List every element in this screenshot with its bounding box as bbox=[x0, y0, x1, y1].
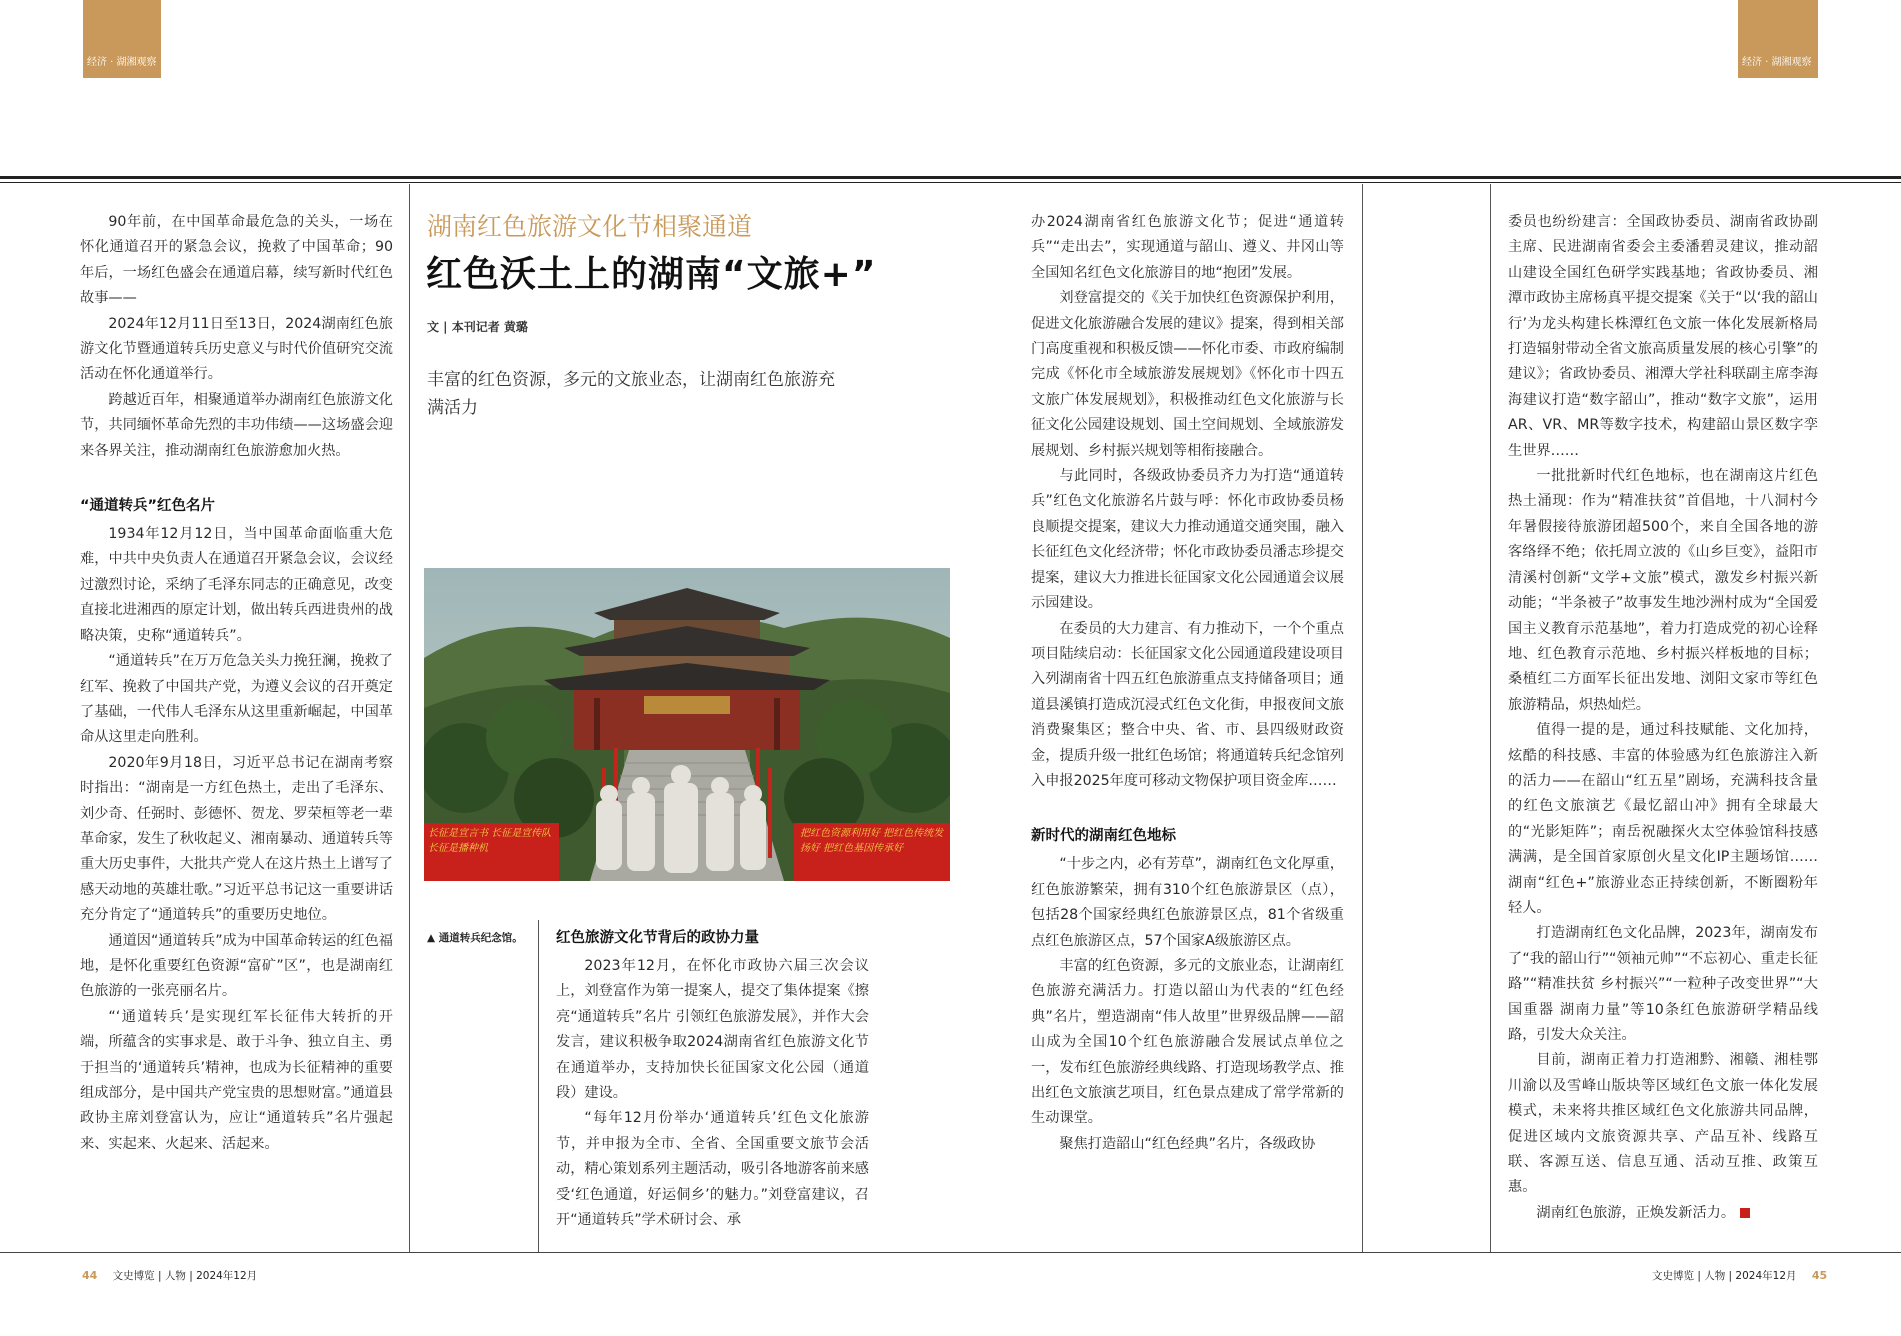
photo-caption: ▲ 通道转兵纪念馆。 bbox=[427, 932, 523, 944]
article-column-3 bbox=[1031, 210, 1344, 1157]
paragraph: 委员也纷纷建言：全国政协委员、湖南省政协副主席、民进湖南省委会主委潘碧灵建议，推动韶山建设全国红色研学实践基地；省政协委员、湘潭市政协主席杨真平提交提案《关于“以‘我的韶山行’为龙头构建长株潭红色文旅一体化发展新格局 打造辐射带动全省文旅高质量发展的核心引擎”的建议》；省政协委员、湘潭大学社科联副主席李海海建议打造“数字韶山”，推动“数字文旅”，运用AR、VR、MR等数字技术，构建韶山景区数字孪生世界…… bbox=[1508, 214, 1818, 459]
article-headline: 红色沃土上的湖南“文旅+” bbox=[426, 254, 877, 295]
paragraph: 目前，湖南正着力打造湘黔、湘赣、湘桂鄂川渝以及雪峰山版块等区域红色文旅一体化发展模式，未来将共推区域红色文化旅游共同品牌，促进区域内文旅资源共享、产品互补、线路互联、客源互送、信息互通、活动互推、政策互惠。 bbox=[1508, 1052, 1818, 1196]
paragraph: 2023年12月，在怀化市政协六届三次会议上，刘登富作为第一提案人，提交了集体提案《擦亮“通道转兵”名片 引领红色旅游发展》，并作大会发言，建议积极争取2024湖南省红色旅游文化节在通道举办，支持加快长征国家文化公园（通道段）建设。 bbox=[556, 958, 869, 1102]
section-tab-left-label: 经济 · 湖湘观察 bbox=[87, 57, 157, 68]
article-column-1 bbox=[80, 210, 393, 1157]
paragraph: “通道转兵”在万万危急关头力挽狂澜，挽救了红军、挽救了中国共产党，为遵义会议的召开奠定了基础，一代伟人毛泽东从这里重新崛起，中国革命从这里走向胜利。 bbox=[80, 653, 393, 746]
paragraph: 刘登富提交的《关于加快红色资源保护利用，促进文化旅游融合发展的建议》提案，得到相关部门高度重视和积极反馈——怀化市委、市政府编制完成《怀化市全域旅游发展规划》《怀化市十四五文旅广体发展规划》，积极推动红色文化旅游与长征文化公园建设规划、国土空间规划、全域旅游发展规划、乡村振兴规划等相衔接融合。 bbox=[1031, 290, 1344, 459]
footer-left bbox=[82, 1268, 257, 1283]
paragraph: 一批批新时代红色地标，也在湖南这片红色热土涌现：作为“精准扶贫”首倡地，十八洞村今年暑假接待旅游团超500个，来自全国各地的游客络绎不绝；依托周立波的《山乡巨变》，益阳市清溪村创新“文学+文旅”模式，激发乡村振兴新动能；“半条被子”故事发生地沙洲村成为“全国爱国主义教育示范基地”，着力打造成党的初心诠释地、红色教育示范地、乡村振兴样板地的目标；桑植红二方面军长征出发地、浏阳文家市等红色旅游精品，炽热灿烂。 bbox=[1508, 468, 1818, 713]
paragraph bbox=[1508, 1201, 1818, 1226]
article-column-2 bbox=[556, 926, 869, 1233]
article-kicker: 湖南红色旅游文化节相聚通道 bbox=[427, 212, 753, 241]
column-divider bbox=[538, 920, 539, 1252]
footer-left-text: 文史博览 | 人物 | 2024年12月 bbox=[112, 1270, 258, 1282]
paragraph: 跨越近百年，相聚通道举办湖南红色旅游文化节，共同缅怀革命先烈的丰功伟绩——这场盛会迎来各界关注，推动湖南红色旅游愈加火热。 bbox=[80, 391, 393, 459]
paragraph: “每年12月份举办‘通道转兵’红色文化旅游节，并申报为全市、全省、全国重要文旅节会活动，精心策划系列主题活动，吸引各地游客前来感受‘红色通道，好运侗乡’的魅力。”刘登富建议，召开“通道转兵”学术研讨会、承 bbox=[556, 1110, 869, 1229]
paragraph: “‘通道转兵’是实现红军长征伟大转折的开端，所蕴含的实事求是、敢于斗争、独立自主、勇于担当的‘通道转兵’精神，也成为长征精神的重要组成部分，是中国共产党宝贵的思想财富。”通道县政协主席刘登富认为，应让“通道转兵”名片强起来、实起来、火起来、活起来。 bbox=[80, 1008, 393, 1152]
end-mark-icon bbox=[1740, 1208, 1750, 1218]
column-divider bbox=[1362, 184, 1363, 1252]
section-tab-right-label: 经济 · 湖湘观察 bbox=[1742, 57, 1812, 68]
column-divider bbox=[1490, 184, 1491, 1252]
paragraph: 2020年9月18日，习近平总书记在湖南考察时指出：“湖南是一方红色热土，走出了毛泽东、刘少奇、任弼时、彭德怀、贺龙、罗荣桓等老一辈革命家，发生了秋收起义、湘南暴动、通道转兵等重大历史事件，大批共产党人在这片热土上谱写了感天动地的英雄壮歌。”习近平总书记这一重要讲话充分肯定了“通道转兵”的重要历史地位。 bbox=[80, 754, 393, 924]
paragraph: 办2024湖南省红色旅游文化节；促进“通道转兵”“走出去”，实现通道与韶山、遵义、井冈山等全国知名红色文化旅游目的地“抱团”发展。 bbox=[1031, 214, 1344, 281]
paragraph: 值得一提的是，通过科技赋能、文化加持，炫酷的科技感、丰富的体验感为红色旅游注入新的活力——在韶山“红五星”剧场，充满科技含量的红色文旅演艺《最忆韶山冲》拥有全球最大的“光影矩阵”；南岳祝融探火太空体验馆科技感满满，是全国首家原创火星文化IP主题场馆……湖南“红色+”旅游业态正持续创新，不断圈粉年轻人。 bbox=[1508, 722, 1818, 916]
section-heading: “通道转兵”红色名片 bbox=[80, 498, 216, 515]
page-number-left: 44 bbox=[82, 1269, 98, 1282]
paragraph: 聚焦打造韶山“红色经典”名片，各级政协 bbox=[1059, 1135, 1316, 1152]
paragraph: 2024年12月11日至13日，2024湖南红色旅游文化节暨通道转兵历史意义与时代价值研究交流活动在怀化通道举行。 bbox=[80, 315, 393, 383]
paragraph: “十步之内，必有芳草”，湖南红色文化厚重，红色旅游繁荣，拥有310个红色旅游景区（点），包括28个国家经典红色旅游景区点，81个省级重点红色旅游区点，57个国家A级旅游区点。 bbox=[1031, 856, 1344, 949]
banner-right-text: 把红色资源利用好 把红色传统发扬好 把红色基因传承好 bbox=[800, 828, 944, 854]
paragraph: 打造湖南红色文化品牌，2023年，湖南发布了“我的韶山行”“领袖元帅”“不忘初心、重走长征路”“精准扶贫 乡村振兴”“一粒种子改变世界”“大国重器 湖南力量”等10条红色旅游研学精品线路，引发大众关注。 bbox=[1508, 925, 1818, 1043]
top-rule-thin bbox=[0, 182, 1901, 183]
paragraph: 通道因“通道转兵”成为中国革命转运的红色福地，是怀化重要红色资源“富矿”区”，也是湖南红色旅游的一张亮丽名片。 bbox=[80, 932, 393, 1000]
section-heading: 新时代的湖南红色地标 bbox=[1031, 828, 1176, 845]
top-rule bbox=[0, 176, 1901, 179]
closing-line: 湖南红色旅游，正焕发新活力。 bbox=[1536, 1204, 1736, 1221]
article-column-4 bbox=[1508, 210, 1818, 1226]
paragraph: 1934年12月12日，当中国革命面临重大危难，中共中央负责人在通道召开紧急会议，会议经过激烈讨论，采纳了毛泽东同志的正确意见，改变直接北进湘西的原定计划，做出转兵西进贵州的战略决策，史称“通道转兵”。 bbox=[80, 526, 393, 644]
footer-right bbox=[1652, 1268, 1827, 1283]
paragraph: 在委员的大力建言、有力推动下，一个个重点项目陆续启动：长征国家文化公园通道段建设项目入列湖南省十四五红色旅游重点支持储备项目；通道县溪镇打造成沉浸式红色文化街，申报夜间文旅消费聚集区；整合中央、省、市、县四级财政资金，提质升级一批红色场馆；将通道转兵纪念馆列入申报2025年度可移动文物保护项目资金库…… bbox=[1031, 620, 1344, 789]
paragraph: 90年前，在中国革命最危急的关头，一场在怀化通道召开的紧急会议，挽救了中国革命；90年后，一场红色盛会在通道启幕，续写新时代红色故事—— bbox=[80, 214, 393, 307]
section-heading: 红色旅游文化节背后的政协力量 bbox=[556, 930, 759, 946]
memorial-photo bbox=[424, 568, 950, 881]
article-deck: 丰富的红色资源，多元的文旅业态，让湖南红色旅游充满活力 bbox=[427, 370, 835, 418]
article-byline: 文 | 本刊记者 黄璐 bbox=[427, 320, 528, 334]
paragraph: 丰富的红色资源，多元的文旅业态，让湖南红色旅游充满活力。打造以韶山为代表的“红色经典”名片，塑造湖南“伟人故里”世界级品牌——韶山成为全国10个红色旅游融合发展试点单位之一，发布红色旅游经典线路、打造现场教学点、推出红色文旅演艺项目，红色景点建成了常学常新的生动课堂。 bbox=[1031, 957, 1344, 1127]
footer-right-text: 文史博览 | 人物 | 2024年12月 bbox=[1652, 1270, 1797, 1282]
column-divider bbox=[409, 184, 410, 1252]
section-tab-right bbox=[1738, 0, 1818, 78]
page-number-right: 45 bbox=[1811, 1269, 1828, 1282]
banner-left-text: 长征是宣言书 长征是宣传队 长征是播种机 bbox=[428, 828, 552, 854]
section-tab-left bbox=[83, 0, 161, 78]
bottom-rule bbox=[0, 1252, 1901, 1253]
paragraph: 与此同时，各级政协委员齐力为打造“通道转兵”红色文化旅游名片鼓与呼：怀化市政协委员杨良顺提交提案，建议大力推动通道交通突围，融入长征红色文化经济带；怀化市政协委员潘志珍提交提案，建议大力推进长征国家文化公园通道会议展示园建设。 bbox=[1031, 468, 1344, 612]
